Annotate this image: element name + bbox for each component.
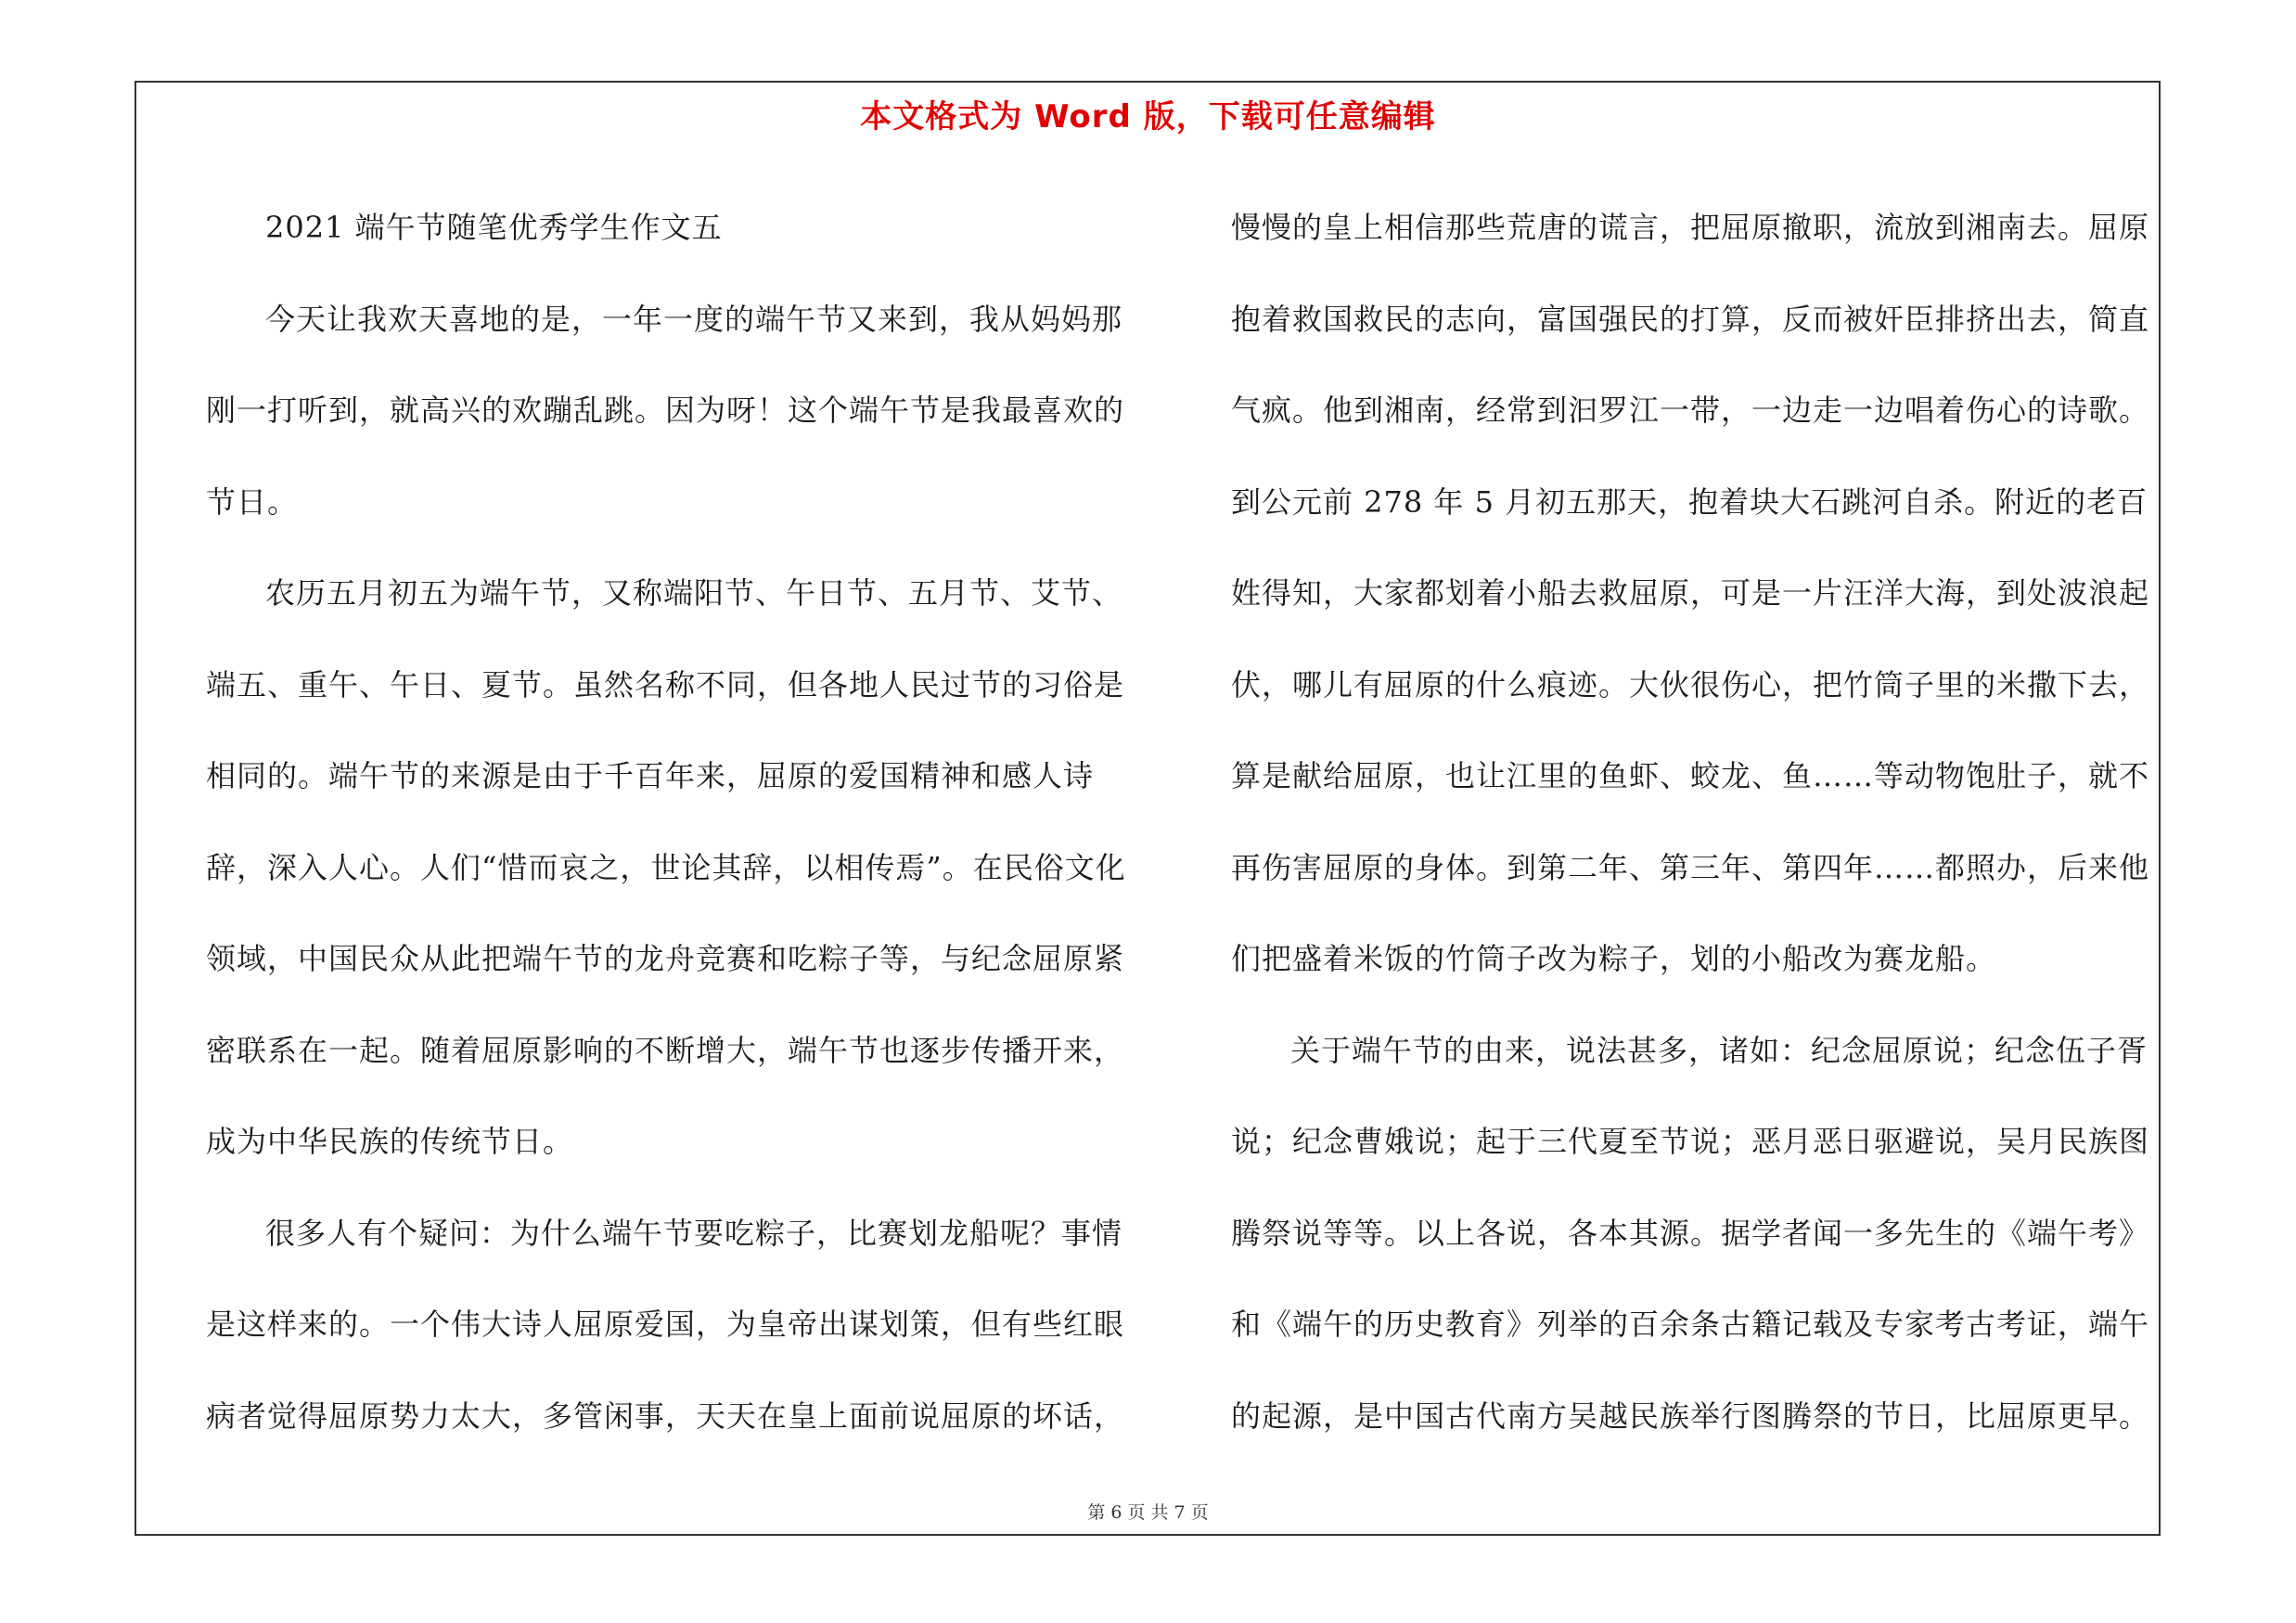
format-banner: 本文格式为 Word 版，下载可任意编辑: [860, 98, 1436, 135]
paragraph-question: 很多人有个疑问：为什么端午节要吃粽子，比赛划龙船呢？事情是这样来的。一个伟大诗人屈原爱国，为皇帝出谋划策，但有些红眼病者觉得屈原势力太大，多管闲事，天天在皇上面前说屈原的坏话，: [206, 1215, 1125, 1434]
paragraph-origins: 关于端午节的由来，说法甚多，诸如：纪念屈原说；纪念伍子胥说；纪念曹娥说；起于三代夏至节说；恶月恶日驱避说，吴月民族图腾祭说等等。以上各说，各本其源。据学者闻一多先生的《端午考》和《端午的历史教育》列举的百余条古籍记载及专家考古考证，端午的起源，是中国古代南方吴越民族举行图腾祭的节日，比屈原更早。: [1231, 1032, 2150, 1434]
paragraph-intro: 今天让我欢天喜地的是，一年一度的端午节又来到，我从妈妈那刚一打听到，就高兴的欢蹦乱跳。因为呀！这个端午节是我最喜欢的节日。: [206, 301, 1125, 520]
paragraph-festival-names: 农历五月初五为端午节，又称端阳节、午日节、五月节、艾节、端五、重午、午日、夏节。虽然名称不同，但各地人民过节的习俗是相同的。端午节的来源是由于千百年来，屈原的爱国精神和感人诗辞，深入人心。人们“惜而哀之，世论其辞，以相传焉”。在民俗文化领域，中国民众从此把端午节的龙舟竞赛和吃粽子等，与纪念屈原紧密联系在一起。随着屈原影响的不断增大，端午节也逐步传播开来，成为中华民族的传统节日。: [206, 575, 1126, 1159]
right-column: [1231, 182, 2159, 1462]
article-title: 2021 端午节随笔优秀学生作文五: [265, 210, 723, 245]
page-number-footer: 第 6 页 共 7 页: [1087, 1502, 1209, 1523]
left-column: [206, 182, 1134, 1462]
paragraph-qu-yuan-story: 慢慢的皇上相信那些荒唐的谎言，把屈原撤职，流放到湘南去。屈原抱着救国救民的志向，富国强民的打算，反而被奸臣排挤出去，简直气疯。他到湘南，经常到汩罗江一带，一边走一边唱着伤心的诗歌。到公元前 278 年 5 月初五那天，抱着块大石跳河自杀。附近的老百姓得知，大家都划着小船去救屈原，可是一片汪洋大海，到处波浪起伏，哪儿有屈原的什么痕迹。大伙很伤心，把竹筒子里的米撒下去，算是献给屈原，也让江里的鱼虾、蛟龙、鱼……等动物饱肚子，就不再伤害屈原的身体。到第二年、第三年、第四年……都照办，后来他们把盛着米饭的竹筒子改为粽子，划的小船改为赛龙船。: [1231, 210, 2150, 976]
